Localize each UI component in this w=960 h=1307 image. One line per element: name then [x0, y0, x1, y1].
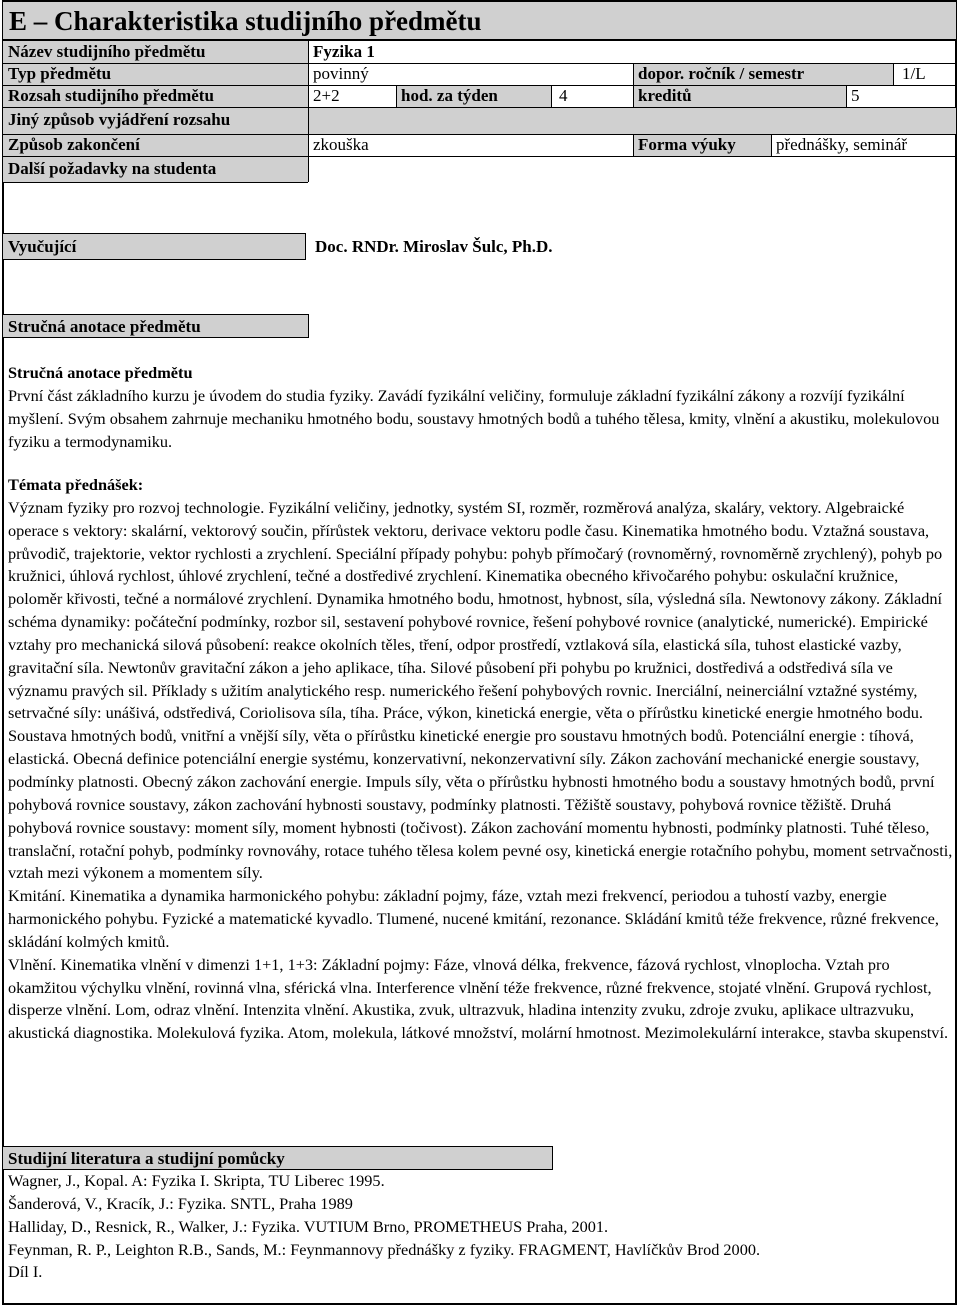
- label-rozsah: Rozsah studijního předmětu: [8, 86, 214, 105]
- literatura-item: Díl I.: [8, 1262, 43, 1282]
- label-pozadavky: Další požadavky na studenta: [8, 159, 217, 178]
- temata-section: [8, 474, 954, 1045]
- anotace-heading: Stručná anotace předmětu: [8, 363, 193, 382]
- anotace-text: První část základního kurzu je úvodem do studia fyziky. Zavádí fyzikální veličiny, formuluje základní fyzikální zákony a rozvíjí fyzikální myšlení. Svým obsahem zahrnuje mechaniku hmotného bodu, soustavy hmotných bodů a tuhého tělesa, kmity, vlnění a akustiku, molekulovou fyziku a termodynamiku.: [8, 385, 940, 451]
- label-forma-vyuky: Forma výuky: [638, 135, 736, 154]
- label-kreditu: kreditů: [638, 86, 692, 105]
- vyucujici-value: Doc. RNDr. Miroslav Šulc, Ph.D.: [315, 237, 553, 256]
- page-title: E – Charakteristika studijního předmětu: [9, 6, 482, 36]
- value-typ: povinný: [313, 64, 369, 83]
- title-bar: [3, 2, 956, 41]
- label-rocnik: dopor. ročník / semestr: [638, 64, 805, 83]
- anotace-label-box: [3, 314, 309, 338]
- info-table: [3, 41, 956, 182]
- value-forma-vyuky: přednášky, seminář: [776, 135, 908, 154]
- value-zakonceni: zkouška: [313, 135, 369, 154]
- literatura-label: Studijní literatura a studijní pomůcky: [8, 1149, 285, 1168]
- value-rocnik: 1/L: [902, 64, 926, 83]
- temata-text-vlneni: Vlnění. Kinematika vlnění v dimenzi 1+1, 1+3: Základní pojmy: Fáze, vlnová délka, frekvence, fázová rychlost, vlnoplocha. Vztah pro okamžitou výchylku vlnění, rovinná vlna, sférická vlna. Interference vlnění téže frekvence, různé frekvence, stojaté vlnění. Grupová rychlost, disperze vlnění. Lom, odraz vlnění. Intenzita vlnění. Akustika, zvuk, ultrazvuk, hladina intenzity zvuku, zdroje zvuku, aplikace ultrazvuku, akustická diagnostika. Molekulová fyzika. Atom, molekula, látkové množství, molární hmotnost. Mezimolekulární interakce, stavba skupenství.: [8, 954, 949, 1043]
- label-typ: Typ předmětu: [8, 64, 112, 83]
- literatura-item: Halliday, D., Resnick, R., Walker, J.: Fyzika. VUTIUM Brno, PROMETHEUS Praha, 2001.: [8, 1216, 609, 1236]
- vyucujici-label: Vyučující: [8, 237, 77, 256]
- literatura-item: Šanderová, V., Kracík, J.: Fyzika. SNTL, Praha 1989: [8, 1193, 353, 1213]
- anotace-label: Stručná anotace předmětu: [8, 317, 201, 336]
- temata-text: Význam fyziky pro rozvoj technologie. Fyzikální veličiny, jednotky, systém SI, rozměr, rozměrová analýza, skaláry, vektory. Algebraické operace s vektory: skalární, vektorový součin, přírůstek vektoru, derivace vektoru podle času. Kinematika hmotného bodu. Vztažná soustava, průvodič, trajektorie, vektor rychlosti a zrychlení. Speciální případy pohybu: pohyb přímočarý (rovnoměrný, rovnoměrně zrychlený), pohyb po kružnici, úhlová rychlost, úhlové zrychlení, tečné a dostředivé zrychlení. Kinematika obecného křivočarého pohybu: oskulační kružnice, poloměr křivosti, tečné a normálové zrychlení. Dynamika hmotného bodu, hmotnost, hybnost, síla, výsledná síla. Newtonovy zákony. Základní schéma dynamiky: počáteční podmínky, rozbor sil, sestavení pohybové rovnice, řešení pohybové rovnice (analytické, numerické). Empirické vztahy pro mechanická silová působení: reakce okolních těles, tření, odpor prostředí, vztlaková síla, elastická síla, tuhost elastické vazby, gravitační síla. Newtonův gravitační zákon a jeho aplikace, tíha. Silové působení při pohybu po kružnici, dostředivá a odstředivá síla ve významu pravých sil. Příklady s užitím analytického resp. numerického řešení pohybových rovnic. Inerciální, neinerciální vztažné systémy, setrvačné síly: unášivá, odstředivá, Coriolisova síla, tíha. Práce, výkon, kinetická energie, věta o přírůstku kinetické energie hmotného bodu. Soustava hmotných bodů, vnitřní a vnější síly, věta o přírůstku kinetické energie pro soustavu hmotných bodů. Potenciální energie : tíhová, elastická. Obecná definice potenciální energie systému, konzervativní, nekonzervativní síly. Zákon zachování mechanické energie soustavy, podmínky platnosti. Obecný zákon zachování energie. Impuls síly, věta o přírůstku hybnosti hmotného bodu a soustavy hmotných bodů, první pohybová rovnice soustavy, zákon zachování hybnosti soustavy, podmínky platnosti. Těžiště soustavy, pohybová rovnice těžiště. Druhá pohybová rovnice soustavy: moment síly, moment hybnosti (točivost). Zákon zachování momentu hybnosti, podmínky platnosti. Tuhé těleso, translační, rotační pohyb, podmínky rovnováhy, rotace tuhého tělesa kolem pevné osy, kinetická energie rotačního pohybu, moment setrvačnosti, vztah mezi výkonem a momentem síly.: [8, 497, 953, 883]
- temata-heading: Témata přednášek:: [8, 475, 144, 494]
- temata-text-kmitani: Kmitání. Kinematika a dynamika harmonického pohybu: základní pojmy, fáze, vztah mezi frekvencí, periodou a tuhostí vazby, energie harmonického pohybu. Fyzické a matematické kyvadlo. Tlumené, nucené kmitání, rezonance. Skládání kmitů téže frekvence, různé frekvence, skládání kolmých kmitů.: [8, 886, 939, 951]
- value-hod-tyden: 4: [559, 86, 568, 105]
- value-rozsah: 2+2: [313, 86, 340, 105]
- literatura-label-box: [3, 1146, 553, 1170]
- vyucujici-label-box: [3, 233, 306, 260]
- label-nazev: Název studijního předmětu: [8, 42, 206, 61]
- literatura-item: Feynman, R. P., Leighton R.B., Sands, M.: Feynmannovy přednášky z fyziky. FRAGMENT, Havlíčkův Brod 2000.: [8, 1239, 761, 1259]
- anotace-section: [8, 362, 954, 453]
- label-zakonceni: Způsob zakončení: [8, 135, 140, 154]
- literatura-list: [8, 1170, 954, 1284]
- literatura-item: Wagner, J., Kopal. A: Fyzika I. Skripta, TU Liberec 1995.: [8, 1171, 385, 1190]
- label-hod-tyden: hod. za týden: [401, 86, 498, 105]
- value-kreditu: 5: [851, 86, 860, 105]
- label-jiny-zpusob: Jiný způsob vyjádření rozsahu: [8, 110, 231, 129]
- value-nazev: Fyzika 1: [313, 42, 375, 61]
